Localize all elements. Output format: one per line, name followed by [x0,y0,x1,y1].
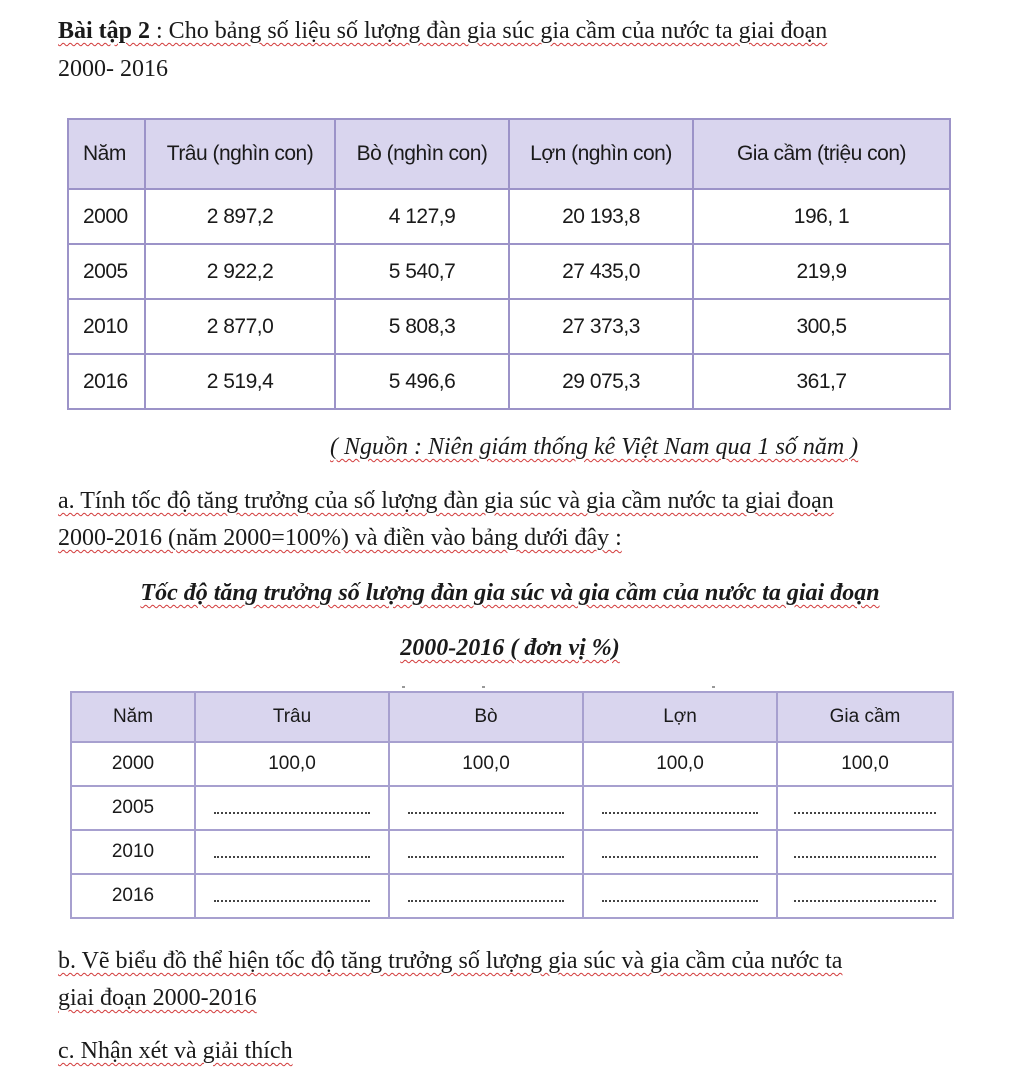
table-row [71,874,953,918]
table2-title-line2 [50,631,970,665]
table-cell: 5 808,3 [335,299,509,354]
dotted-fill-line [214,846,370,858]
table-cell: 2005 [68,244,145,299]
source-note [330,430,950,464]
table-cell: 5 540,7 [335,244,509,299]
scan-mark [712,686,715,688]
table-row [68,244,950,299]
livestock-data-table [67,118,951,410]
question-a-text-2: 2000-2016 (năm 2000=100%) và điền vào bảng dưới đây : [58,525,622,551]
table-cell: 2 897,2 [145,189,335,244]
blank-answer-cell[interactable] [389,786,583,830]
table-header-row [71,692,953,742]
table-cell: 2016 [68,354,145,409]
table-cell: 100,0 [195,742,389,786]
table-cell: 2010 [68,299,145,354]
blank-answer-cell[interactable] [389,830,583,874]
header-cell-pig: Lợn [583,692,777,742]
table-row [68,189,950,244]
exercise-heading-label: Bài tập 2 [58,18,151,44]
dotted-fill-line [794,846,935,858]
table-cell: 2000 [71,742,195,786]
question-b-line1 [58,944,958,978]
blank-answer-cell[interactable] [583,874,777,918]
table-row [71,786,953,830]
dotted-fill-line [214,802,370,814]
header-cell-year: Năm [71,692,195,742]
question-c-text: c. Nhận xét và giải thích [58,1038,293,1064]
header-cell-poultry: Gia cầm (triệu con) [693,119,950,189]
table-row [71,742,953,786]
header-cell-poultry: Gia cầm [777,692,953,742]
table-cell: 100,0 [777,742,953,786]
header-cell-pig: Lợn (nghìn con) [509,119,693,189]
source-note-text: ( Nguồn : Niên giám thống kê Việt Nam qua 1 số năm ) [330,434,859,460]
exercise-heading-text: : Cho bảng số liệu số lượng đàn gia súc gia cầm của nước ta giai đoạn [150,18,828,44]
table-header-row [68,119,950,189]
table-cell: 361,7 [693,354,950,409]
blank-answer-cell[interactable] [777,786,953,830]
table-row [68,299,950,354]
table-cell: 100,0 [389,742,583,786]
exercise-heading [58,14,958,48]
blank-answer-cell[interactable] [777,830,953,874]
question-b-line2 [58,981,958,1015]
table-cell: 5 496,6 [335,354,509,409]
table-cell: 2 519,4 [145,354,335,409]
blank-answer-cell[interactable] [777,874,953,918]
dotted-fill-line [408,890,564,902]
table-cell: 27 373,3 [509,299,693,354]
table-cell: 2010 [71,830,195,874]
question-a-text: a. Tính tốc độ tăng trưởng của số lượng đàn gia súc và gia cầm nước ta giai đoạn [58,488,834,514]
dotted-fill-line [408,802,564,814]
table-cell: 2000 [68,189,145,244]
question-a-line2 [58,521,958,555]
table-row [71,830,953,874]
table-row [68,354,950,409]
table-cell: 2005 [71,786,195,830]
dotted-fill-line [602,802,758,814]
blank-answer-cell[interactable] [195,830,389,874]
table-cell: 2 922,2 [145,244,335,299]
blank-answer-cell[interactable] [583,830,777,874]
table-cell: 196, 1 [693,189,950,244]
question-a-line1 [58,484,958,518]
table-cell: 29 075,3 [509,354,693,409]
blank-answer-cell[interactable] [583,786,777,830]
table-cell: 4 127,9 [335,189,509,244]
blank-answer-cell[interactable] [195,786,389,830]
dotted-fill-line [794,890,935,902]
table-cell: 20 193,8 [509,189,693,244]
exercise-heading-line2: 2000- 2016 [58,56,168,82]
header-cell-cattle: Bò [389,692,583,742]
question-c [58,1034,958,1068]
scan-mark [482,686,485,688]
dotted-fill-line [408,846,564,858]
header-cell-cattle: Bò (nghìn con) [335,119,509,189]
table-cell: 100,0 [583,742,777,786]
header-cell-buffalo: Trâu [195,692,389,742]
table-cell: 27 435,0 [509,244,693,299]
growth-rate-table [70,691,954,919]
dotted-fill-line [602,846,758,858]
table2-title-line1 [50,576,970,610]
blank-answer-cell[interactable] [389,874,583,918]
header-cell-buffalo: Trâu (nghìn con) [145,119,335,189]
header-cell-year: Năm [68,119,145,189]
table-cell: 300,5 [693,299,950,354]
table-cell: 2016 [71,874,195,918]
table2-title-text-2: 2000-2016 ( đơn vị %) [400,635,620,661]
dotted-fill-line [214,890,370,902]
dotted-fill-line [794,802,935,814]
table-cell: 219,9 [693,244,950,299]
table-cell: 2 877,0 [145,299,335,354]
dotted-fill-line [602,890,758,902]
scan-mark [402,686,405,688]
question-b-text-2: giai đoạn 2000-2016 [58,985,257,1011]
table2-title-text: Tốc độ tăng trưởng số lượng đàn gia súc và gia cầm của nước ta giai đoạn [140,580,880,606]
question-b-text: b. Vẽ biểu đồ thể hiện tốc độ tăng trưởng số lượng gia súc và gia cầm của nước ta [58,948,843,974]
blank-answer-cell[interactable] [195,874,389,918]
